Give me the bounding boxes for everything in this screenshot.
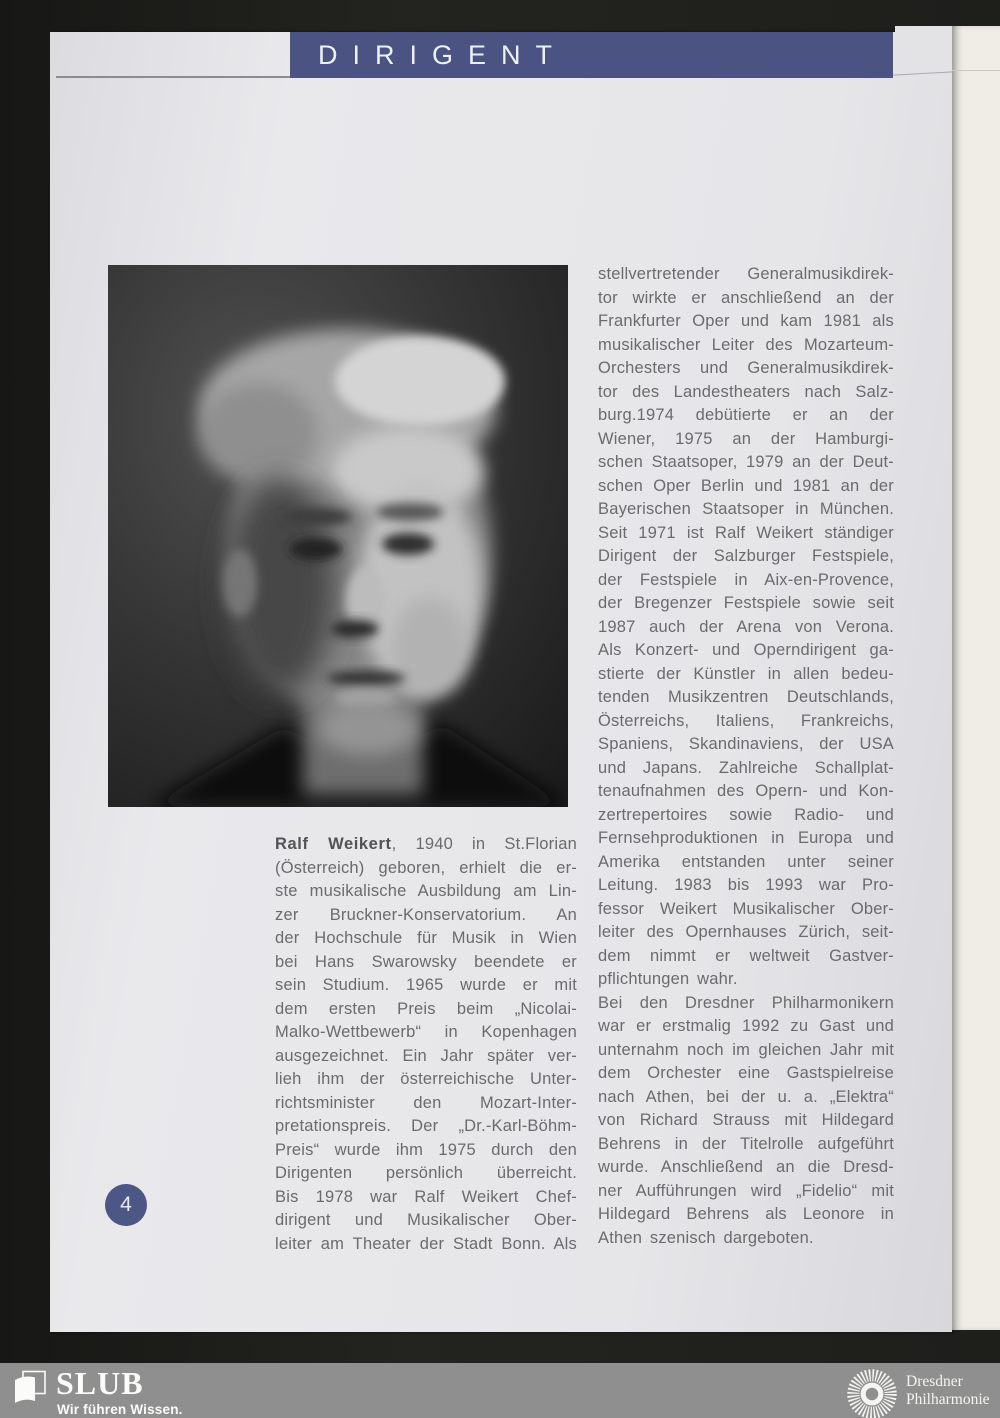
text-line: dem nimmt er weltweit Gastver- xyxy=(598,946,894,965)
text-line: Bei den Dresdner Philharmonikern xyxy=(598,993,894,1012)
text-line: Seit 1971 ist Ralf Weikert ständiger xyxy=(598,523,894,542)
text-line: Dirigent der Salzburger Festspiele, xyxy=(598,547,894,565)
text-line: musikalischer Leiter des Mozarteum- xyxy=(598,335,894,354)
text-line: wurde. Anschließend an die Dresd- xyxy=(598,1158,894,1176)
portrait-illustration xyxy=(108,265,568,807)
text-line: fessor Weikert Musikalischer Ober- xyxy=(598,899,894,918)
starburst-logo-icon xyxy=(844,1366,900,1418)
text-line: zertrepertoires sowie Radio- und xyxy=(598,805,894,824)
text-line: Orchesters und Generalmusikdirek- xyxy=(598,359,894,377)
text-line: und Japans. Zahlreiche Schallplat- xyxy=(598,758,894,777)
text-line: ste musikalische Ausbildung am Lin- xyxy=(275,882,577,900)
text-line: leiter des Opernhauses Zürich, seit- xyxy=(598,923,894,941)
next-page-fold-line xyxy=(952,70,1000,71)
text-line: leiter am Theater der Stadt Bonn. Als xyxy=(275,1234,577,1253)
text-line: der Bregenzer Festspiele sowie seit xyxy=(598,594,894,612)
text-line: Wiener, 1975 an der Hamburgi- xyxy=(598,429,894,448)
text-line: Athen szenisch dargeboten. xyxy=(598,1228,814,1247)
text-line: von Richard Strauss mit Hildegard xyxy=(598,1111,894,1129)
text-line: pflichtungen wahr. xyxy=(598,970,738,988)
text-line: stellvertretender Generalmusikdirek- xyxy=(598,265,894,283)
text-line: Österreichs, Italiens, Frankreichs, xyxy=(598,711,894,730)
text-line: Hildegard Behrens als Leonore in xyxy=(598,1205,894,1223)
text-line: pretationspreis. Der „Dr.-Karl-Böhm- xyxy=(275,1117,577,1135)
philharmonie-wordmark xyxy=(906,1373,990,1408)
text-line: schen Staatsoper, 1979 an der Deut- xyxy=(598,453,894,471)
slub-tagline: Wir führen Wissen. xyxy=(57,1402,183,1417)
page-number: 4 xyxy=(120,1193,132,1216)
right-text-column xyxy=(598,263,894,1250)
text-line: bei Hans Swarowsky beendete er xyxy=(275,952,577,971)
open-book-icon xyxy=(13,1370,47,1406)
page-number-badge xyxy=(105,1184,147,1226)
text-line: dem Orchester eine Gastspielreise xyxy=(598,1064,894,1082)
text-line: Amerika entstanden unter seiner xyxy=(598,852,894,871)
person-name-bold: Ralf Weikert xyxy=(275,835,392,853)
left-text-column xyxy=(275,833,577,1256)
slub-wordmark: SLUB xyxy=(56,1365,144,1401)
text-line: Behrens in der Titelrolle aufgeführt xyxy=(598,1134,894,1153)
text-line: war er erstmalig 1992 zu Gast und xyxy=(598,1017,894,1035)
text-line: ausgezeichnet. Ein Jahr später ver- xyxy=(275,1046,577,1065)
text-line: sein Studium. 1965 wurde er mit xyxy=(275,976,577,994)
conductor-portrait-photo xyxy=(108,265,568,807)
text-line: Leitung. 1983 bis 1993 war Pro- xyxy=(598,876,894,894)
page-corner xyxy=(895,26,952,78)
text-line: Fernsehproduktionen in Europa und xyxy=(598,829,894,847)
text-line: Bayerischen Staatsoper in München. xyxy=(598,500,894,518)
section-header-bar xyxy=(290,32,893,78)
booklet-page xyxy=(50,32,952,1332)
text-line: dem ersten Preis beim „Nicolai- xyxy=(275,999,577,1018)
viewer-footer-band xyxy=(0,1363,1000,1418)
text-line: Spaniens, Skandinaviens, der USA xyxy=(598,735,894,753)
text-line: Als Konzert- und Operndirigent ga- xyxy=(598,641,894,659)
text-line: nach Athen, bei der u. a. „Elektra“ xyxy=(598,1087,894,1106)
text-line: Ralf Weikert, 1940 in St.Florian xyxy=(275,835,577,853)
text-line: der Festspiele in Aix-en-Provence, xyxy=(598,570,894,589)
philharmonie-line2: Philharmonie xyxy=(906,1390,990,1408)
text-line: Malko-Wettbewerb“ in Kopenhagen xyxy=(275,1023,577,1041)
text-line: stierte der Künstler in allen bedeu- xyxy=(598,664,894,683)
text-line: Bis 1978 war Ralf Weikert Chef- xyxy=(275,1187,577,1206)
text-line: tor wirkte er anschließend an der xyxy=(598,288,894,307)
text-line: Preis“ wurde ihm 1975 durch den xyxy=(275,1140,577,1159)
text-line: 1987 auch der Arena von Verona. xyxy=(598,617,894,636)
text-line: lieh ihm der österreichische Unter- xyxy=(275,1070,577,1088)
section-title: DIRIGENT xyxy=(318,39,568,70)
text-line: (Österreich) geboren, erhielt die er- xyxy=(275,858,577,877)
text-line: burg.1974 debütierte er an der xyxy=(598,406,894,424)
next-page-edge xyxy=(952,26,1000,1330)
header-rule-left xyxy=(56,76,290,78)
text-line: Dirigenten persönlich überreicht. xyxy=(275,1164,577,1182)
text-line: richtsminister den Mozart-Inter- xyxy=(275,1093,577,1112)
text-line: tor des Landestheaters nach Salz- xyxy=(598,382,894,401)
text-line: schen Oper Berlin und 1981 an der xyxy=(598,476,894,495)
philharmonie-line1: Dresdner xyxy=(906,1373,963,1390)
text-line: tenden Musikzentren Deutschlands, xyxy=(598,688,894,706)
text-line: zer Bruckner-Konservatorium. An xyxy=(275,905,577,924)
text-line: dirigent und Musikalischer Ober- xyxy=(275,1211,577,1229)
text-line: der Hochschule für Musik in Wien xyxy=(275,929,577,947)
text-line: unternahm noch im gleichen Jahr mit xyxy=(598,1040,894,1059)
text-line: Frankfurter Oper und kam 1981 als xyxy=(598,312,894,330)
text-line: tenaufnahmen des Opern- und Kon- xyxy=(598,782,894,800)
text-line: ner Aufführungen wird „Fidelio“ mit xyxy=(598,1181,894,1200)
